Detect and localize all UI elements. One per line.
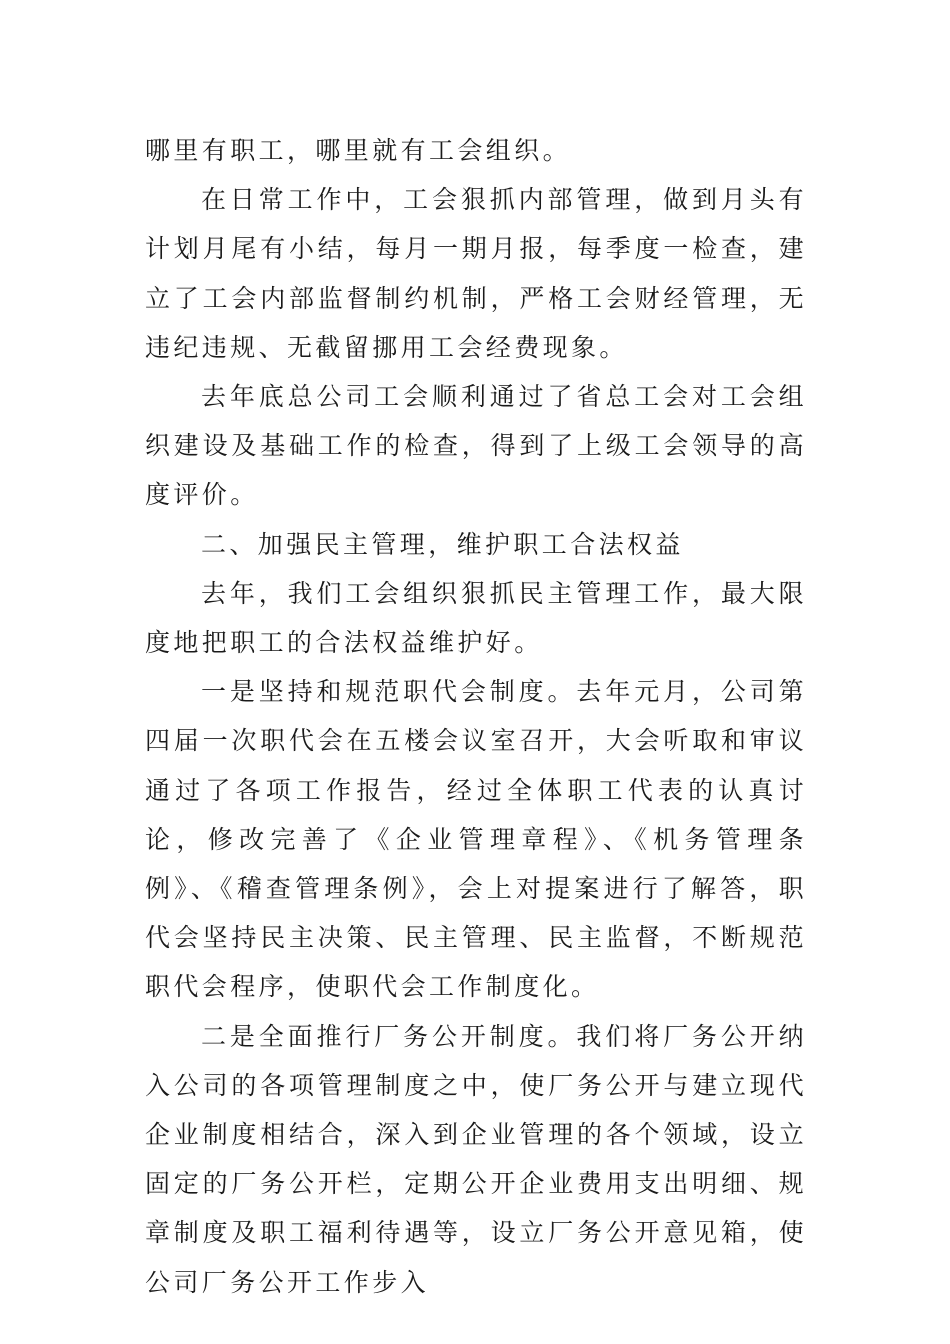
section-heading-democratic-management: 二、加强民主管理，维护职工合法权益 [201, 529, 684, 559]
paragraph-democratic-management-intro: 去年，我们工会组织狠抓民主管理工作，最大限度地把职工的合法权益维护好。 [145, 578, 807, 658]
paragraph-internal-management: 在日常工作中，工会狠抓内部管理，做到月头有计划月尾有小结，每月一期月报，每季度一检查，建立了工会内部监督制约机制，严格工会财经管理，无违纪违规、无截留挪用工会经费现象。 [145, 185, 807, 362]
paragraph-factory-affairs-disclosure: 二是全面推行厂务公开制度。我们将厂务公开纳入公司的各项管理制度之中，使厂务公开与建立现代企业制度相结合，深入到企业管理的各个领域，设立固定的厂务公开栏，定期公开企业费用支出明细、规章制度及职工福利待遇等，设立厂务公开意见箱，使公司厂务公开工作步入 [145, 1021, 807, 1297]
paragraph-workers-congress: 一是坚持和规范职代会制度。去年元月，公司第四届一次职代会在五楼会议室召开，大会听取和审议通过了各项工作报告，经过全体职工代表的认真讨论，修改完善了《企业管理章程》、《机务管理条例》、《稽查管理条例》，会上对提案进行了解答，职代会坚持民主决策、民主管理、民主监督，不断规范职代会程序，使职代会工作制度化。 [145, 677, 807, 1002]
document-body [145, 126, 807, 1307]
paragraph-inspection-result: 去年底总公司工会顺利通过了省总工会对工会组织建设及基础工作的检查，得到了上级工会领导的高度评价。 [145, 382, 807, 510]
paragraph-continuation: 哪里有职工，哪里就有工会组织。 [145, 136, 572, 165]
